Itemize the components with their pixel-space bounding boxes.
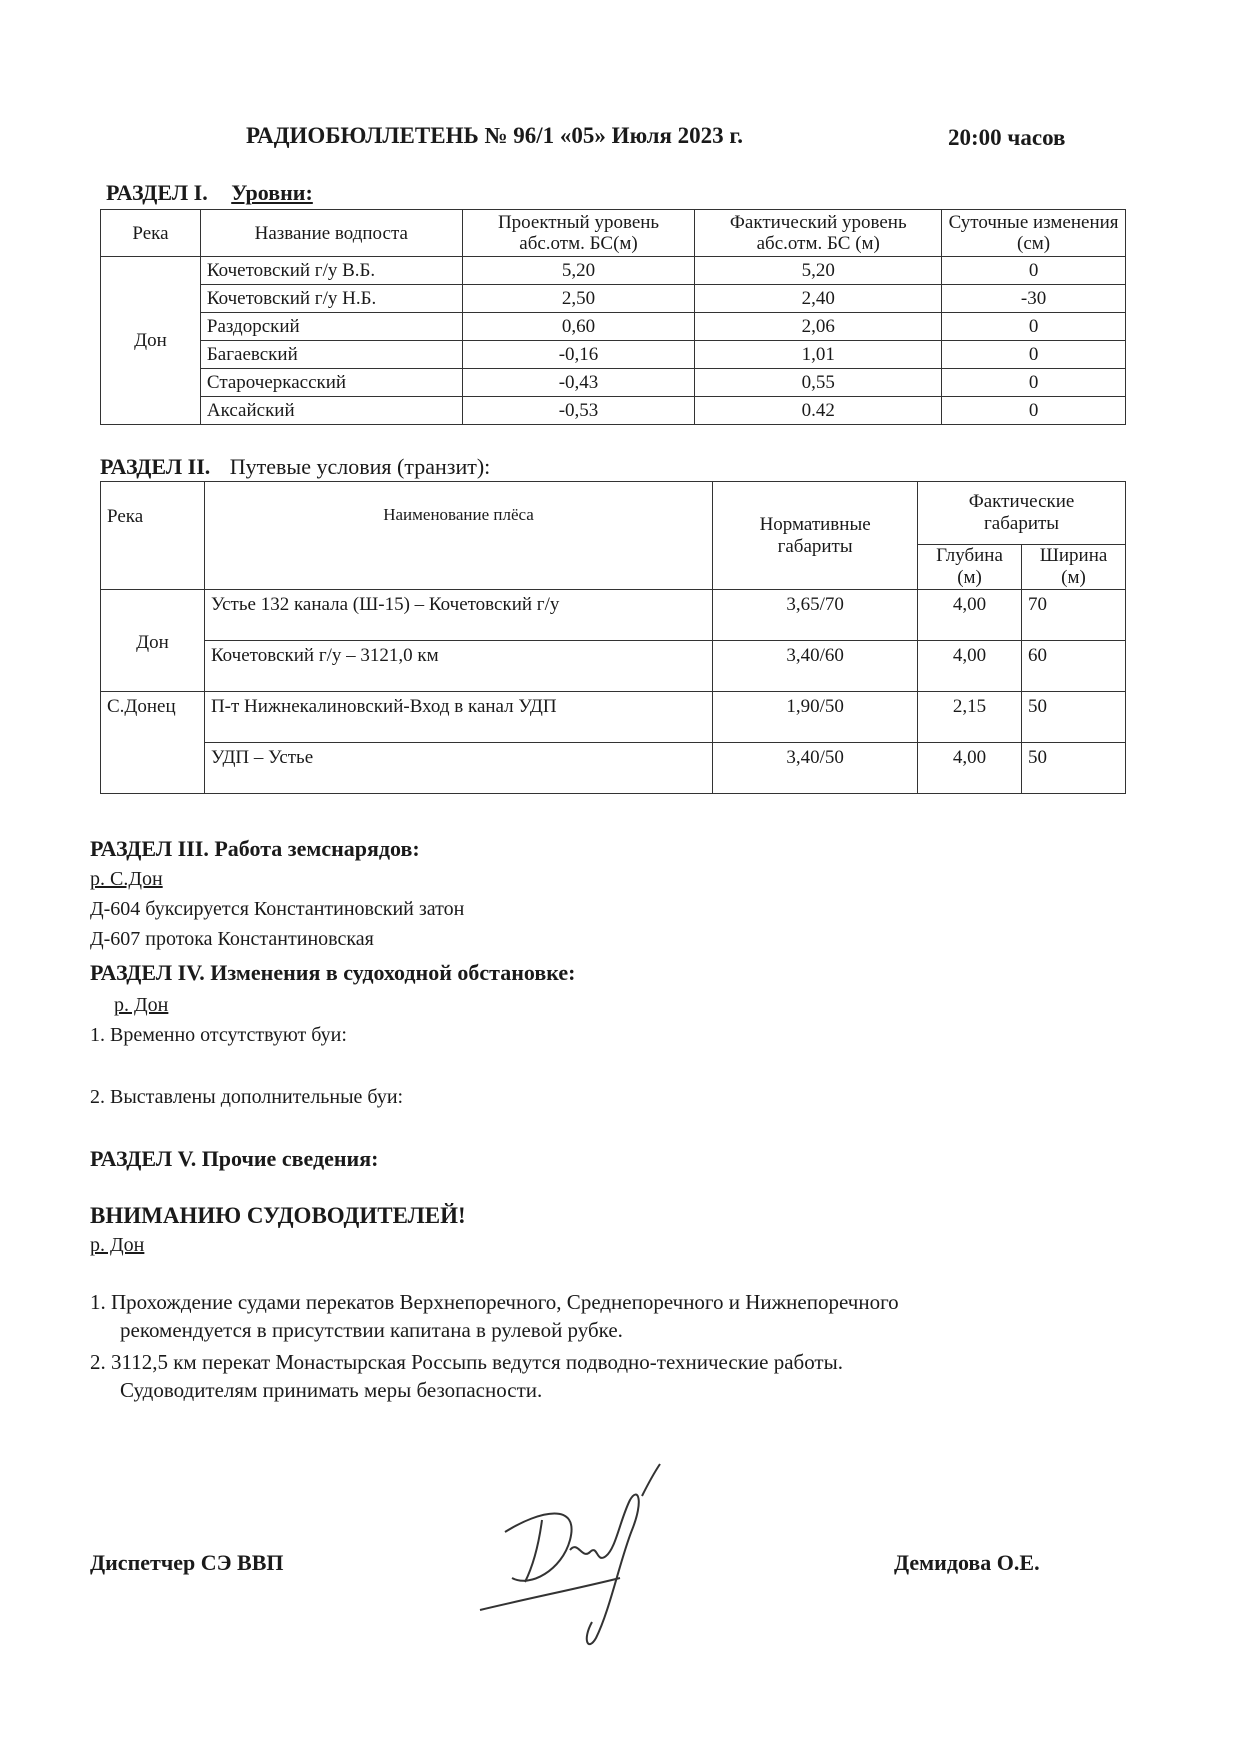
table-row — [101, 369, 1126, 397]
width-cell: 50 — [1022, 692, 1126, 743]
section1-name: Уровни: — [231, 180, 313, 205]
section5-title: РАЗДЕЛ V. Прочие сведения: — [90, 1146, 379, 1171]
river-cell: С.Донец — [101, 692, 205, 794]
notice-item-1-line-1: 1. Прохождение судами перекатов Верхнепоречного, Среднепоречного и Нижнепоречного — [90, 1290, 899, 1314]
depth-cell: 4,00 — [918, 743, 1022, 794]
signature-stroke — [505, 1514, 572, 1581]
normative-cell: 1,90/50 — [713, 692, 918, 743]
table-row — [101, 313, 1126, 341]
transit-header-row — [101, 482, 1126, 545]
col-daily-change: Суточные изменения (см) — [942, 210, 1126, 257]
project-cell: -0,16 — [462, 341, 695, 369]
normative-cell: 3,65/70 — [713, 590, 918, 641]
signer-name: Демидова О.Е. — [894, 1550, 1040, 1575]
col-actual: Фактические габариты — [918, 482, 1126, 545]
col-depth: Глубина (м) — [918, 545, 1022, 590]
change-cell: 0 — [942, 313, 1126, 341]
col-river: Река — [101, 210, 201, 257]
section1-heading — [106, 180, 313, 206]
post-cell: Кочетовский г/у В.Б. — [200, 257, 462, 285]
normative-cell: 3,40/50 — [713, 743, 918, 794]
section4-title: РАЗДЕЛ IV. Изменения в судоходной обстановке: — [90, 960, 576, 985]
notice-river: р. Дон — [90, 1234, 145, 1256]
bulletin-title: РАДИОБЮЛЛЕТЕНЬ № 96/1 «05» Июля 2023 г. — [246, 123, 744, 148]
actual-cell: 5,20 — [695, 257, 942, 285]
section3-river: р. С.Дон — [90, 868, 163, 890]
table-row — [101, 590, 1126, 641]
transit-table — [100, 481, 1126, 794]
col-actual-level: Фактический уровень абс.отм. БС (м) — [695, 210, 942, 257]
signer-position: Диспетчер СЭ ВВП — [90, 1550, 284, 1575]
signature-stroke — [570, 1495, 639, 1645]
width-cell: 50 — [1022, 743, 1126, 794]
col-river: Река — [101, 482, 205, 590]
actual-cell: 1,01 — [695, 341, 942, 369]
project-cell: -0,53 — [462, 397, 695, 425]
signature-stroke — [525, 1520, 542, 1582]
change-cell: -30 — [942, 285, 1126, 313]
post-cell: Старочеркасский — [200, 369, 462, 397]
table-row — [101, 285, 1126, 313]
bulletin-time: 20:00 часов — [948, 125, 1066, 150]
levels-header-row — [101, 210, 1126, 257]
change-cell: 0 — [942, 257, 1126, 285]
post-cell: Аксайский — [200, 397, 462, 425]
dredger-item: Д-604 буксируется Константиновский затон — [90, 898, 465, 920]
notice-item-2 — [90, 1348, 843, 1404]
depth-cell: 4,00 — [918, 641, 1022, 692]
dredger-item: Д-607 протока Константиновская — [90, 928, 374, 950]
project-cell: -0,43 — [462, 369, 695, 397]
table-row — [101, 743, 1126, 794]
actual-cell: 2,40 — [695, 285, 942, 313]
col-normative: Нормативные габариты — [713, 482, 918, 590]
change-cell: 0 — [942, 397, 1126, 425]
col-stretch: Наименование плёса — [204, 482, 712, 590]
levels-table — [100, 209, 1126, 425]
table-row — [101, 692, 1126, 743]
section4-river: р. Дон — [114, 994, 169, 1016]
post-cell: Кочетовский г/у Н.Б. — [200, 285, 462, 313]
stretch-cell: УДП – Устье — [204, 743, 712, 794]
project-cell: 0,60 — [462, 313, 695, 341]
change-cell: 0 — [942, 369, 1126, 397]
project-cell: 5,20 — [462, 257, 695, 285]
section2-label: РАЗДЕЛ II. — [100, 454, 211, 479]
col-width: Ширина (м) — [1022, 545, 1126, 590]
depth-cell: 4,00 — [918, 590, 1022, 641]
signature-stroke — [480, 1578, 620, 1610]
notice-item-2-line-1: 2. 3112,5 км перекат Монастырская Россыпь ведутся подводно-технические работы. — [90, 1350, 843, 1374]
width-cell: 60 — [1022, 641, 1126, 692]
project-cell: 2,50 — [462, 285, 695, 313]
actual-cell: 2,06 — [695, 313, 942, 341]
section2-name: Путевые условия (транзит): — [229, 454, 491, 479]
stretch-cell: Устье 132 канала (Ш-15) – Кочетовский г/у — [204, 590, 712, 641]
notice-item-1 — [90, 1288, 899, 1344]
col-project-level: Проектный уровень абс.отм. БС(м) — [462, 210, 695, 257]
extra-buoys-item: 2. Выставлены дополнительные буи: — [90, 1086, 404, 1108]
notice-item-2-line-2: Судоводителям принимать меры безопасности. — [120, 1378, 543, 1402]
width-cell: 70 — [1022, 590, 1126, 641]
stretch-cell: П-т Нижнекалиновский-Вход в канал УДП — [204, 692, 712, 743]
actual-cell: 0.42 — [695, 397, 942, 425]
table-row — [101, 341, 1126, 369]
post-cell: Багаевский — [200, 341, 462, 369]
col-post: Название водпоста — [200, 210, 462, 257]
table-row — [101, 641, 1126, 692]
section2-heading — [100, 454, 490, 480]
section1-label: РАЗДЕЛ I. — [106, 180, 208, 205]
section3-title: РАЗДЕЛ III. Работа земснарядов: — [90, 836, 420, 861]
change-cell: 0 — [942, 341, 1126, 369]
missing-buoys-item: 1. Временно отсутствуют буи: — [90, 1024, 347, 1046]
depth-cell: 2,15 — [918, 692, 1022, 743]
stretch-cell: Кочетовский г/у – 3121,0 км — [204, 641, 712, 692]
river-cell: Дон — [101, 257, 201, 425]
table-row — [101, 397, 1126, 425]
river-cell: Дон — [101, 590, 205, 692]
notice-title: ВНИМАНИЮ СУДОВОДИТЕЛЕЙ! — [90, 1203, 466, 1228]
signature-image — [470, 1460, 710, 1660]
signature-stroke — [642, 1464, 660, 1496]
actual-cell: 0,55 — [695, 369, 942, 397]
post-cell: Раздорский — [200, 313, 462, 341]
notice-item-1-line-2: рекомендуется в присутствии капитана в рулевой рубке. — [120, 1318, 623, 1342]
normative-cell: 3,40/60 — [713, 641, 918, 692]
table-row — [101, 257, 1126, 285]
